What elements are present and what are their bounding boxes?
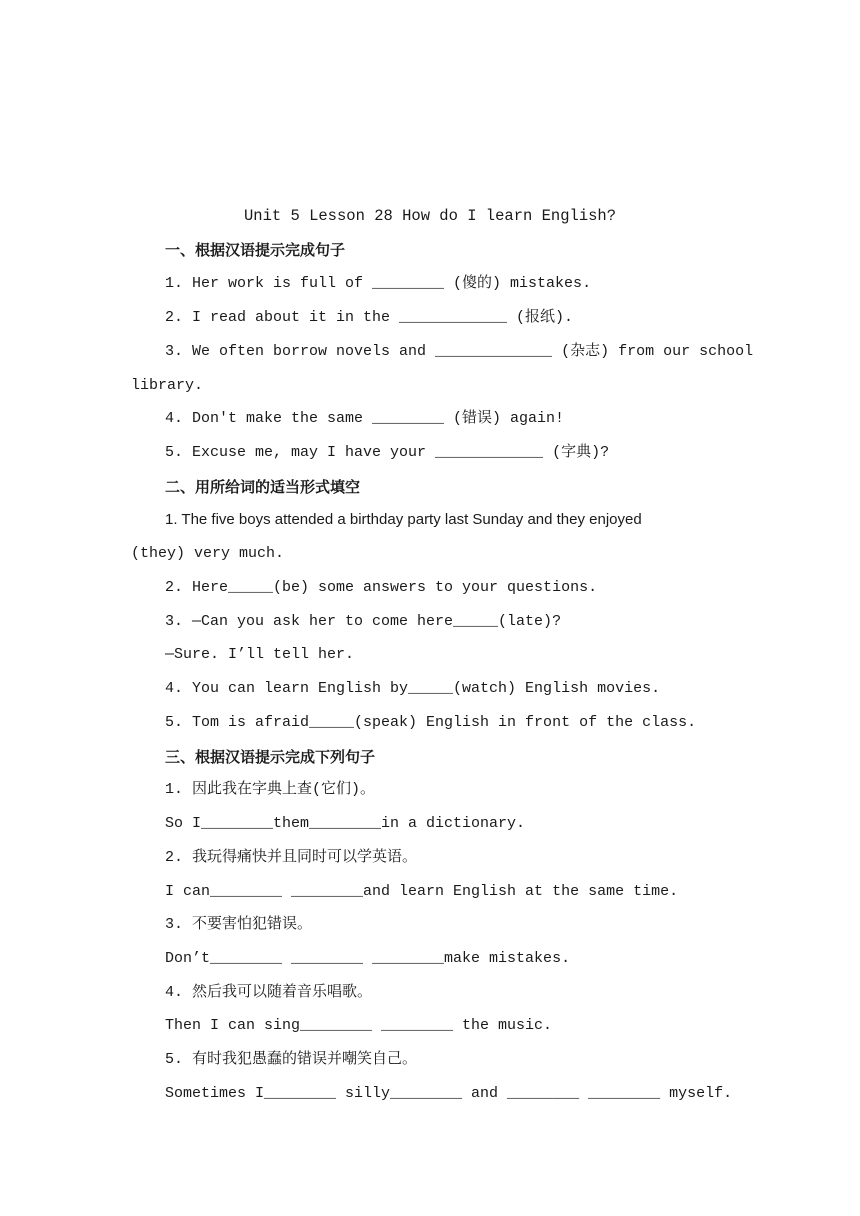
section-2-item-4: 4. You can learn English by_____(watch) English movies. [165, 680, 661, 697]
section-1-item-5: 5. Excuse me, may I have your ____________ (字典)? [165, 444, 610, 461]
section-1-item-3-continued: library. [131, 377, 204, 394]
section-2-item-5: 5. Tom is afraid_____(speak) English in front of the class. [165, 714, 697, 731]
section-3-item-1-answer: So I________them________in a dictionary. [165, 815, 526, 832]
section-2-item-1-continued: (they) very much. [131, 545, 285, 562]
section-3-item-4-answer: Then I can sing________ ________ the music. [165, 1017, 553, 1034]
section-3-item-5-answer: Sometimes I________ silly________ and ________ ________ myself. [165, 1085, 733, 1102]
section-2-item-3: 3. —Can you ask her to come here_____(late)? [165, 613, 562, 630]
section-1-item-1: 1. Her work is full of ________ (傻的) mistakes. [165, 275, 592, 292]
section-2-heading: 二、用所给词的适当形式填空 [165, 478, 361, 496]
section-3-item-4-prompt: 4. 然后我可以随着音乐唱歌。 [165, 984, 373, 1001]
section-3-item-3-answer: Don’t________ ________ ________make mistakes. [165, 950, 571, 967]
section-3-item-3-prompt: 3. 不要害怕犯错误。 [165, 916, 313, 933]
section-1-heading: 一、根据汉语提示完成句子 [165, 241, 346, 259]
section-3-item-2-prompt: 2. 我玩得痛快并且同时可以学英语。 [165, 849, 418, 866]
section-2-item-2: 2. Here_____(be) some answers to your questions. [165, 579, 598, 596]
section-3-item-2-answer: I can________ ________and learn English at the same time. [165, 883, 679, 900]
document-title: Unit 5 Lesson 28 How do I learn English? [243, 207, 617, 225]
section-2-item-1: 1. The five boys attended a birthday party last Sunday and they enjoyed [165, 511, 642, 528]
section-3-item-5-prompt: 5. 有时我犯愚蠢的错误并嘲笑自己。 [165, 1051, 418, 1068]
section-1-item-4: 4. Don't make the same ________ (错误) again! [165, 410, 565, 427]
section-1-item-3: 3. We often borrow novels and _____________ (杂志) from our school [165, 343, 754, 360]
section-2-item-3-reply: —Sure. I’ll tell her. [165, 646, 355, 663]
section-1-item-2: 2. I read about it in the ____________ (报纸). [165, 309, 574, 326]
section-3-item-1-prompt: 1. 因此我在字典上查(它们)。 [165, 781, 376, 798]
section-3-heading: 三、根据汉语提示完成下列句子 [165, 748, 376, 766]
